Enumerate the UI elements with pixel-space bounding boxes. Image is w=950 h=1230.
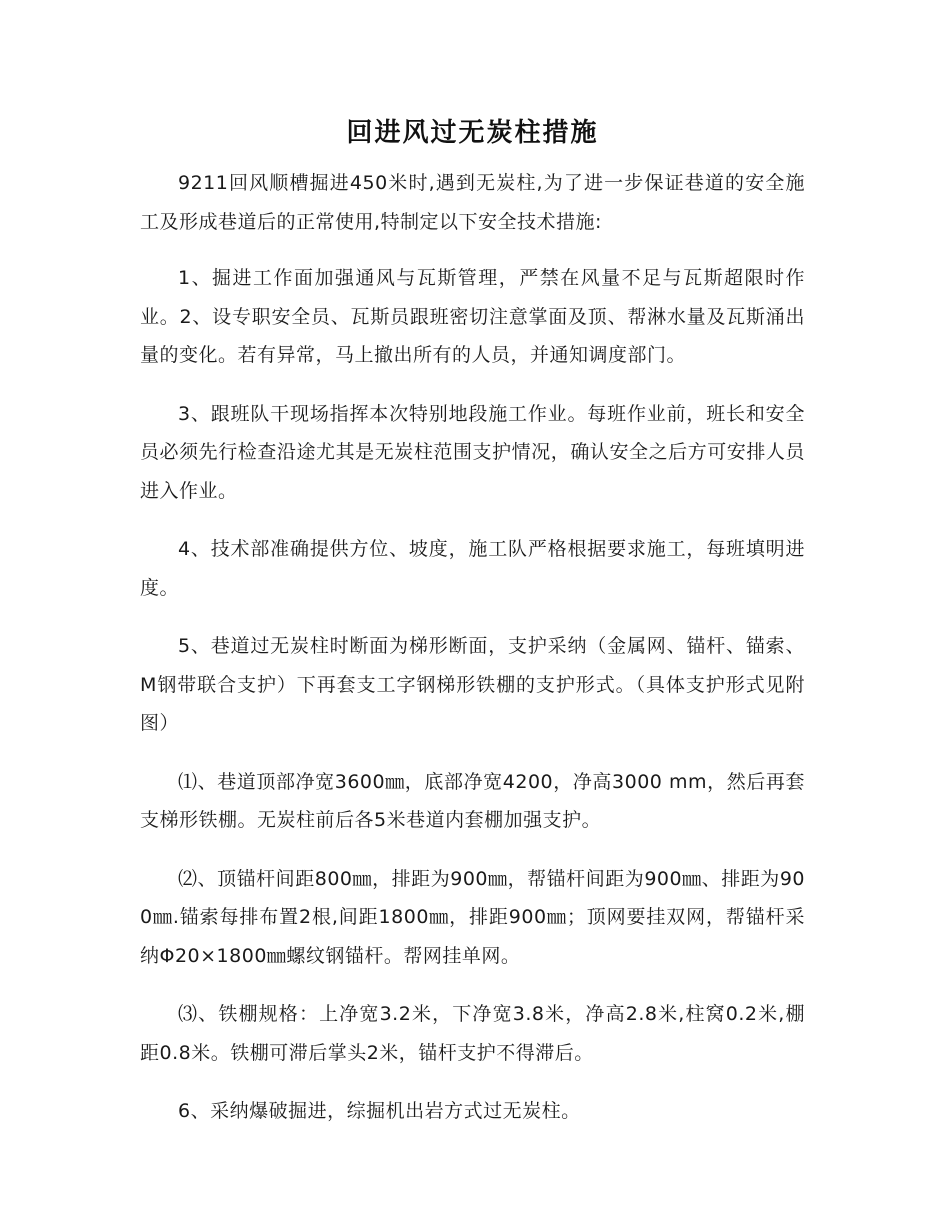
sub-measure-3-paragraph: ⑶、铁棚规格：上净宽3.2米，下净宽3.8米，净高2.8米,柱窝0.2米,棚距0.8米。铁棚可滞后掌头2米，锚杆支护不得滞后。 — [140, 1003, 805, 1064]
measure-1-2-paragraph: 1、掘进工作面加强通风与瓦斯管理，严禁在风量不足与瓦斯超限时作业。2、设专职安全员、瓦斯员跟班密切注意掌面及顶、帮淋水量及瓦斯涌出量的变化。若有异常，马上撤出所有的人员，并通知调度部门。 — [140, 267, 805, 366]
sub-measure-1-paragraph: ⑴、巷道顶部净宽3600㎜，底部净宽4200，净高3000 mm，然后再套支梯形铁棚。无炭柱前后各5米巷道内套棚加强支护。 — [140, 770, 805, 831]
measure-4-paragraph: 4、技术部准确提供方位、坡度，施工队严格根据要求施工，每班填明进度。 — [140, 538, 805, 599]
document-title: 回进风过无炭柱措施 — [346, 118, 599, 148]
sub-measure-2-paragraph: ⑵、顶锚杆间距800㎜，排距为900㎜，帮锚杆间距为900㎜、排距为900㎜.锚索每排布置2根,间距1800㎜，排距900㎜；顶网要挂双网，帮锚杆采纳Φ20×1800㎜螺纹钢锚杆。帮网挂单网。 — [140, 867, 805, 967]
measure-5-paragraph: 5、巷道过无炭柱时断面为梯形断面，支护采纳（金属网、锚杆、锚索、M钢带联合支护）下再套支工字钢梯形铁棚的支护形式。（具体支护形式见附图） — [140, 635, 805, 734]
intro-paragraph: 9211回风顺槽掘进450米时,遇到无炭柱,为了进一步保证巷道的安全施工及形成巷道后的正常使用,特制定以下安全技术措施: — [140, 172, 805, 233]
measure-3-paragraph: 3、跟班队干现场指挥本次特别地段施工作业。每班作业前，班长和安全员必须先行检查沿途尤其是无炭柱范围支护情况，确认安全之后方可安排人员进入作业。 — [140, 402, 805, 502]
measure-6-paragraph: 6、采纳爆破掘进，综掘机出岩方式过无炭柱。 — [178, 1100, 581, 1122]
document-body — [140, 110, 805, 1151]
